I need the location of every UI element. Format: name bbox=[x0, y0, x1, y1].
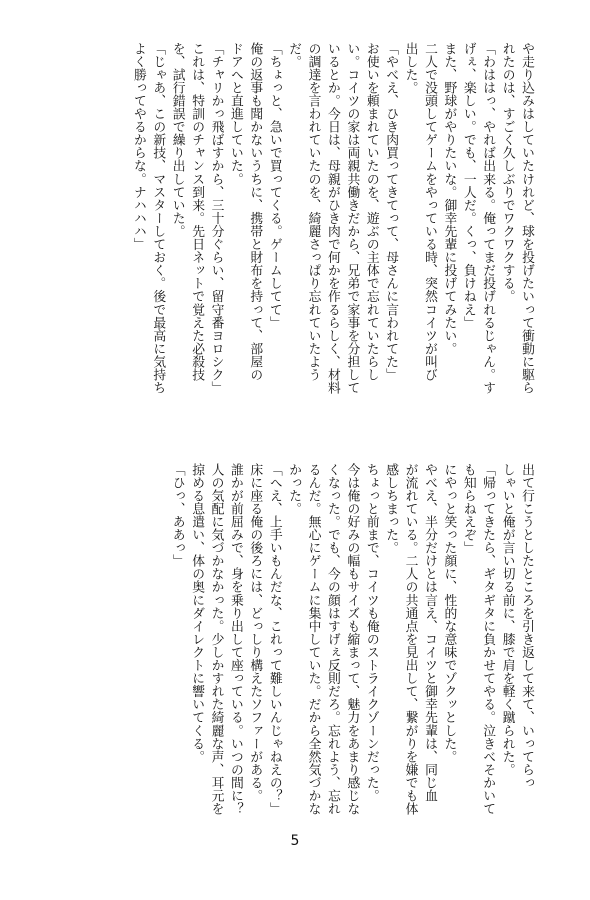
lower-text-block bbox=[58, 463, 536, 816]
text-line: 「じゃあ、この新技、マスターしておく。後で最高に気持ち bbox=[150, 42, 166, 395]
text-line: 出した。 bbox=[402, 42, 418, 95]
text-line: 誰かが前屈みで、身を乗り出して座っている。いつの間に？ bbox=[227, 463, 243, 816]
text-line: 人の気配に気づかなかった。少しかすれた綺麗な声、耳元を bbox=[208, 463, 224, 816]
text-line: かった。 bbox=[286, 463, 302, 516]
text-line: 「へえ、上手いもんだな、これって難しいんじゃねえの？」 bbox=[266, 463, 282, 816]
text-line: ドアへと直進していた。 bbox=[227, 42, 243, 186]
text-line: 「ちょっと、急いで買ってくる。ゲームしてて」 bbox=[266, 42, 282, 330]
text-line: 出て行こうとしたところを引き返して来て、いってらっ bbox=[519, 463, 534, 790]
text-line: 「やべえ、ひき肉買ってきてって、母さんに言われてた」 bbox=[383, 42, 399, 382]
text-line: いるとか。今日は、母親がひき肉で何かを作るらしく、材料 bbox=[324, 42, 340, 395]
text-line: だ。 bbox=[286, 42, 302, 69]
upper-text-block bbox=[58, 42, 536, 395]
text-line: これは、特訓のチャンス到来。先日ネットで覚えた必殺技 bbox=[189, 42, 205, 382]
text-line: 床に座る俺の後ろには、どっしり構えたソファーがある。 bbox=[247, 463, 263, 803]
text-line: 俺の返事も聞かないうちに、携帯と財布を持って、部屋の bbox=[247, 42, 263, 382]
text-line: を、試行錯誤で繰り出していた。 bbox=[169, 42, 185, 238]
text-line: 二人で没頭してゲームをやっている時、突然コイツが叫び bbox=[421, 42, 437, 382]
page-number: 5 bbox=[290, 833, 300, 849]
text-line: れたのは、すごく久しぶりでワクワクする。 bbox=[499, 42, 515, 303]
text-line: くなった。でも、今の顔はすげぇ反則だろ。忘れよう、忘れ bbox=[324, 463, 340, 816]
text-line: るんだ。無心にゲームに集中していた。だから全然気づかな bbox=[305, 463, 321, 816]
text-line: の調達を言われていたのを、綺麗さっぱり忘れていたよう bbox=[305, 42, 321, 382]
text-line: 今は俺の好みの幅もサイズも縮まって、魅力をあまり感じな bbox=[344, 463, 360, 816]
text-line: 「チャリかっ飛ばすから、三十分ぐらい、留守番ヨロシク」 bbox=[208, 42, 224, 395]
text-line: しゃいと俺が言い切る前に、膝で肩を軽く蹴られた。 bbox=[499, 463, 515, 777]
text-line: また、野球がやりたいな。御幸先輩に投げてみたい。 bbox=[441, 42, 457, 356]
text-line: 「わははっ、やれば出来る。俺ってまだ投げれるじゃん。す bbox=[480, 42, 496, 395]
text-line: ちょっと前まで、コイツも俺のストライクゾーンだった。 bbox=[363, 463, 379, 803]
text-line: やべえ、半分だけとは言え、コイツと御幸先輩は、同じ血 bbox=[421, 463, 437, 803]
text-line: や走り込みはしていたけれど、球を投げたいって衝動に駆ら bbox=[519, 42, 534, 395]
text-line: い。コイツの家は両親共働きだから、兄弟で家事を分担して bbox=[344, 42, 360, 395]
text-line: 感しちまった。 bbox=[383, 463, 399, 555]
text-line: 掠める息遣い、体の奥にダイレクトに響いてくる。 bbox=[189, 463, 205, 764]
text-line: が流れている。二人の共通点を見出して、繋がりを嫌でも体 bbox=[402, 463, 418, 816]
text-line: よく勝ってやるからな。ナハハハ」 bbox=[130, 42, 146, 251]
text-line: も知らねえぞ」 bbox=[460, 463, 476, 555]
text-line: 「帰ってきたら、ギタギタに負かせてやる。泣きべそかいて bbox=[480, 463, 496, 816]
text-line: げぇ、楽しい。でも、一人だ。くっ、負けねえ」 bbox=[460, 42, 476, 330]
text-line: 「ひっ、ああっ」 bbox=[169, 463, 185, 568]
text-line: お使いを頼まれていたのを、遊ぶの主体で忘れていたらし bbox=[363, 42, 379, 382]
text-line: にやっと笑った顔に、性的な意味でゾクッとした。 bbox=[441, 463, 457, 764]
